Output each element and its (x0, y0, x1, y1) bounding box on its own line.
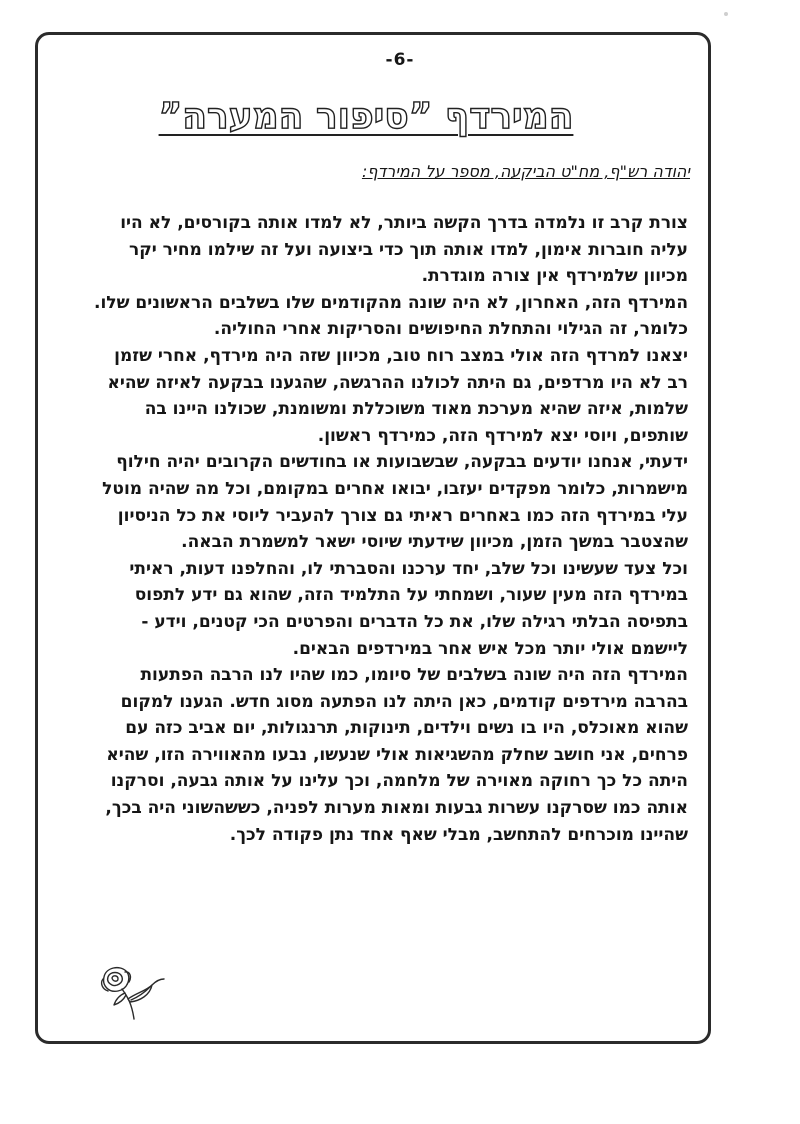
text-line: וכל צעד שעשינו וכל שלב, יחד ערכנו והסברתי לו, והחלפנו דעות, ראיתי (129, 558, 688, 579)
text-line: היתה כל כך רחוקה מאוירה של מלחמה, וכך עלינו על אותה גבעה, וסרקנו (110, 771, 688, 792)
text-line: המירדף הזה, האחרון, לא היה שונה מהקודמים שלו בשלבים הראשונים שלו. (94, 292, 688, 313)
text-line: המירדף הזה היה שונה בשלבים של סיומו, כמו שהיו לנו הרבה הפתעות (140, 665, 688, 686)
text-line: יצאנו למרדף הזה אולי במצב רוח טוב, מכיוון שזה היה מירדף, אחרי שזמן (114, 345, 688, 366)
page-subtitle: יהודה רש"ף, מח"ט הביקעה, מספר על המירדף: (361, 162, 690, 181)
text-line: במירדף הזה מעין שעור, ושמחתי על התלמיד הזה, שהוא גם ידע לתפוס (134, 585, 688, 606)
page-number: -6- (385, 50, 415, 70)
text-line: מכיוון שלמירדף אין צורה מוגדרת. (421, 266, 688, 287)
text-line: ידעתי, אנחנו יודעים בבקעה, שבשבועות או בחודשים הקרובים יהיה חילוף (116, 452, 688, 473)
text-line: בתפיסה הבלתי רגילה שלו, את כל הדברים והפרטים הכי קטנים, וידע - (141, 611, 688, 632)
text-line: שותפים, ויוסי יצא למירדף הזה, כמירדף ראשון. (317, 425, 688, 446)
text-line: שהצטבר במשך הזמן, מכיוון שידעתי שיוסי ישאר למשמרת הבאה. (181, 532, 688, 553)
text-line: עלי במירדף הזה כמו באחרים ראיתי גם צורך להעביר ליוסי את כל הניסיון (117, 505, 688, 526)
text-line: אותה כמו שסרקנו עשרות גבעות ומאות מערות לפניה, כששהשוני היה בכך, (105, 798, 688, 819)
text-line: שלמות, איזה שהיא מערכת מאוד משוכללת ומשומנת, שכולנו היינו בה (144, 399, 688, 420)
text-line: צורת קרב זו נלמדה בדרך הקשה ביותר, לא למדו אותה בקורסים, לא היו (120, 213, 688, 233)
body-text (40, 210, 688, 848)
text-line: מישמרות, כלומר מפקדים יעזבו, יבואו אחרים במקומם, וכל מה שהיה מוטל (102, 478, 688, 499)
text-line: ליישמם אולי יותר מכל איש אחר במירדפים הבאים. (292, 638, 688, 659)
text-line: בהרבה מירדפים קודמים, כאן היתה לנו הפתעה מסוג חדש. הגענו למקום (120, 691, 688, 712)
text-line: שהוא מאוכלס, היו בו נשים וילדים, תינוקות, תרנגולות, יום אביב כזה עם (125, 718, 688, 739)
text-line: כלומר, זה הגילוי והתחלת החיפושים והסריקות אחרי החוליה. (213, 319, 688, 340)
scan-speck (724, 12, 728, 16)
page-title: המירדף ”סיפור המערה” (158, 96, 574, 137)
text-line: שהיינו מוכרחים להתחשב, מבלי שאף אחד נתן פקודה לכך. (229, 824, 688, 845)
text-line: עליה חוברות אימון, למדו אותה תוך כדי ביצועה ועל זה שילמו מחיר יקר (128, 239, 688, 260)
rose-icon (98, 963, 170, 1023)
text-line: פרחים, אני חושב שחלק מהשגיאות אולי שנעשו, נבעו מהאווירה הזו, שהיא (106, 744, 688, 765)
text-line: רב לא היו מרדפים, גם היתה לכולנו ההרגשה, שהגענו בבקעה לאיזה שהיא (107, 372, 688, 393)
